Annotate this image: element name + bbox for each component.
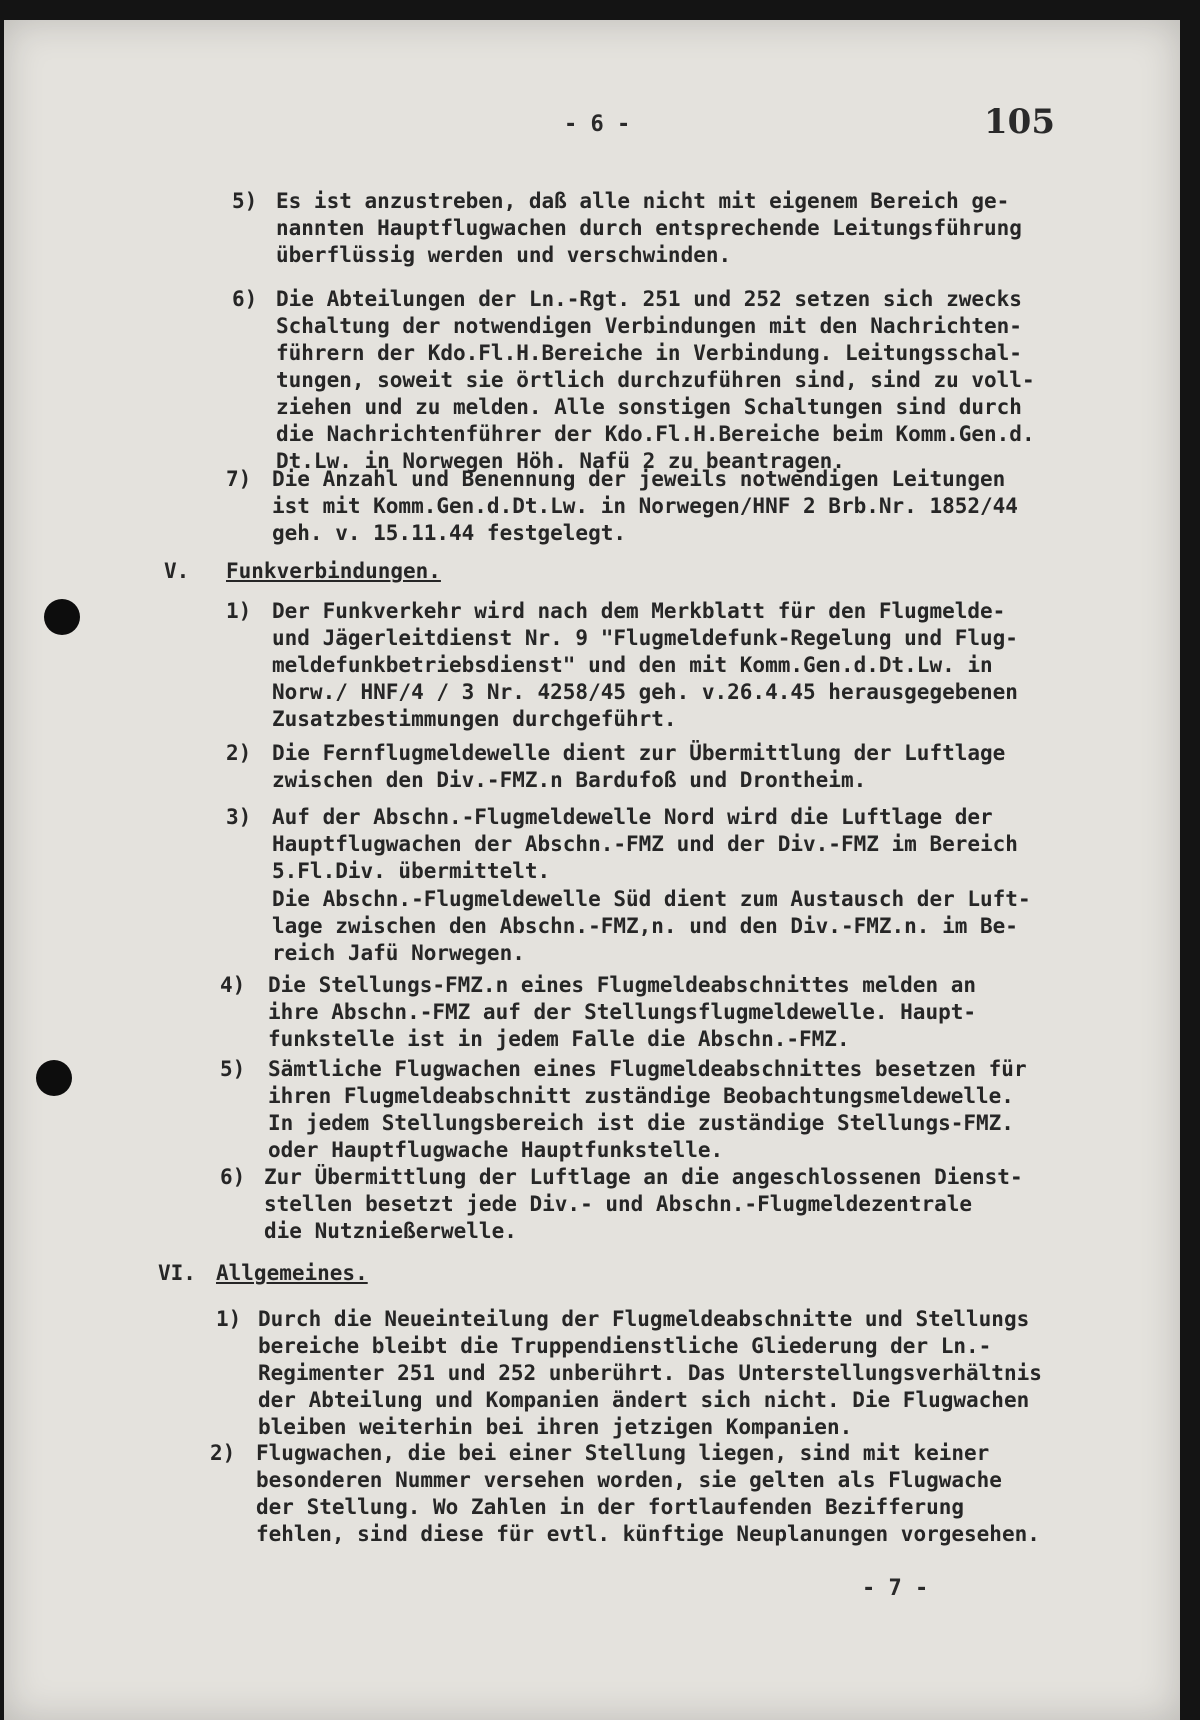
section-numeral: V. [164,559,190,583]
paragraph: Die Abschn.-Flugmeldewelle Süd dient zum Austausch der Luft- lage zwischen den Abschn.-FMZ,n. und den Div.-FMZ.n. im Be- reich Jafü Norwegen. [272,887,1031,965]
punch-hole-top [44,599,80,635]
paragraph: Die Abteilungen der Ln.-Rgt. 251 und 252 setzen sich zwecks Schaltung der notwendigen Verbindungen mit den Nachrichten- führern der Kdo.Fl.H.Bereiche in Verbindung. Leitungsschal- tungen, soweit sie örtlich durchzuführen sind, sind zu voll- ziehen und zu melden. Alle sonstigen Schaltungen sind durch die Nachrichtenführer der Kdo.Fl.H.Bereiche beim Komm.Gen.d. Dt.Lw. in Norwegen Höh. Nafü 2 zu beantragen. [276,287,1035,473]
punch-hole-bottom [36,1060,72,1096]
paragraph: Der Funkverkehr wird nach dem Merkblatt für den Flugmelde- und Jägerleitdienst Nr. 9 "Flugmeldefunk-Regelung und Flug- meldefunkbetriebsdienst" und den mit Komm.Gen.d.Dt.Lw. in Norw./ HNF/4 / 3 Nr. 4258/45 geh. v.26.4.45 herausgegebenen Zusatzbestimmungen durchgeführt. [272,599,1018,731]
paragraph: Auf der Abschn.-Flugmeldewelle Nord wird die Luftlage der Hauptflugwachen der Abschn.-FMZ und der Div.-FMZ im Bereich 5.Fl.Div. übermittelt. [272,805,1018,883]
section-numeral: VI. [158,1261,196,1285]
paragraph: Die Anzahl und Benennung der jeweils notwendigen Leitungen ist mit Komm.Gen.d.Dt.Lw. in Norwegen/HNF 2 Brb.Nr. 1852/44 geh. v. 15.11.44 festgelegt. [272,467,1018,545]
document-page [4,20,1180,1720]
item-num: 5) [220,1057,246,1081]
item-num: 4) [220,973,246,997]
paragraph: Es ist anzustreben, daß alle nicht mit eigenem Bereich ge- nannten Hauptflugwachen durch entsprechende Leitungsführung überflüssig werden und verschwinden. [276,189,1022,267]
item-num: 3) [226,805,252,829]
section-title: Funkverbindungen. [226,559,441,583]
item-num: 6) [232,287,258,311]
paragraph: Die Stellungs-FMZ.n eines Flugmeldeabschnittes melden an ihre Abschn.-FMZ auf der Stellungsflugmeldewelle. Haupt- funkstelle ist in jedem Falle die Abschn.-FMZ. [268,973,977,1051]
item-num: 6) [220,1165,246,1189]
paragraph: Flugwachen, die bei einer Stellung liegen, sind mit keiner besonderen Nummer versehen worden, sie gelten als Flugwache der Stellung. Wo Zahlen in der fortlaufenden Bezifferung fehlen, sind diese für evtl. künftige Neuplanungen vorgesehen. [256,1441,1040,1546]
paragraph: Durch die Neueinteilung der Flugmeldeabschnitte und Stellungs bereiche bleibt die Truppendienstliche Gliederung der Ln.- Regimenter 251 und 252 unberührt. Das Unterstellungsverhältnis der Abteilung und Kompanien ändert sich nicht. Die Flugwachen bleiben weiterhin bei ihren jetzigen Kompanien. [258,1307,1042,1439]
page-number: 105 [984,102,1055,142]
paragraph: Zur Übermittlung der Luftlage an die angeschlossenen Dienst- stellen besetzt jede Div.- und Abschn.-Flugmeldezentrale die Nutznießerwelle. [264,1165,1023,1243]
paragraph: Sämtliche Flugwachen eines Flugmeldeabschnittes besetzen für ihren Flugmeldeabschnitt zuständige Beobachtungsmeldewelle. In jedem Stellungsbereich ist die zuständige Stellungs-FMZ. oder Hauptflugwache Hauptfunkstelle. [268,1057,1027,1162]
item-num: 7) [226,467,252,491]
item-num: 1) [216,1307,242,1331]
page-label: - 6 - [564,112,631,137]
next-page-marker: - 7 - [862,1576,929,1601]
item-num: 5) [232,189,258,213]
item-num: 2) [210,1441,236,1465]
item-num: 1) [226,599,252,623]
paragraph: Die Fernflugmeldewelle dient zur Übermittlung der Luftlage zwischen den Div.-FMZ.n Bardufoß und Drontheim. [272,741,1006,792]
section-title: Allgemeines. [216,1261,368,1285]
item-num: 2) [226,741,252,765]
